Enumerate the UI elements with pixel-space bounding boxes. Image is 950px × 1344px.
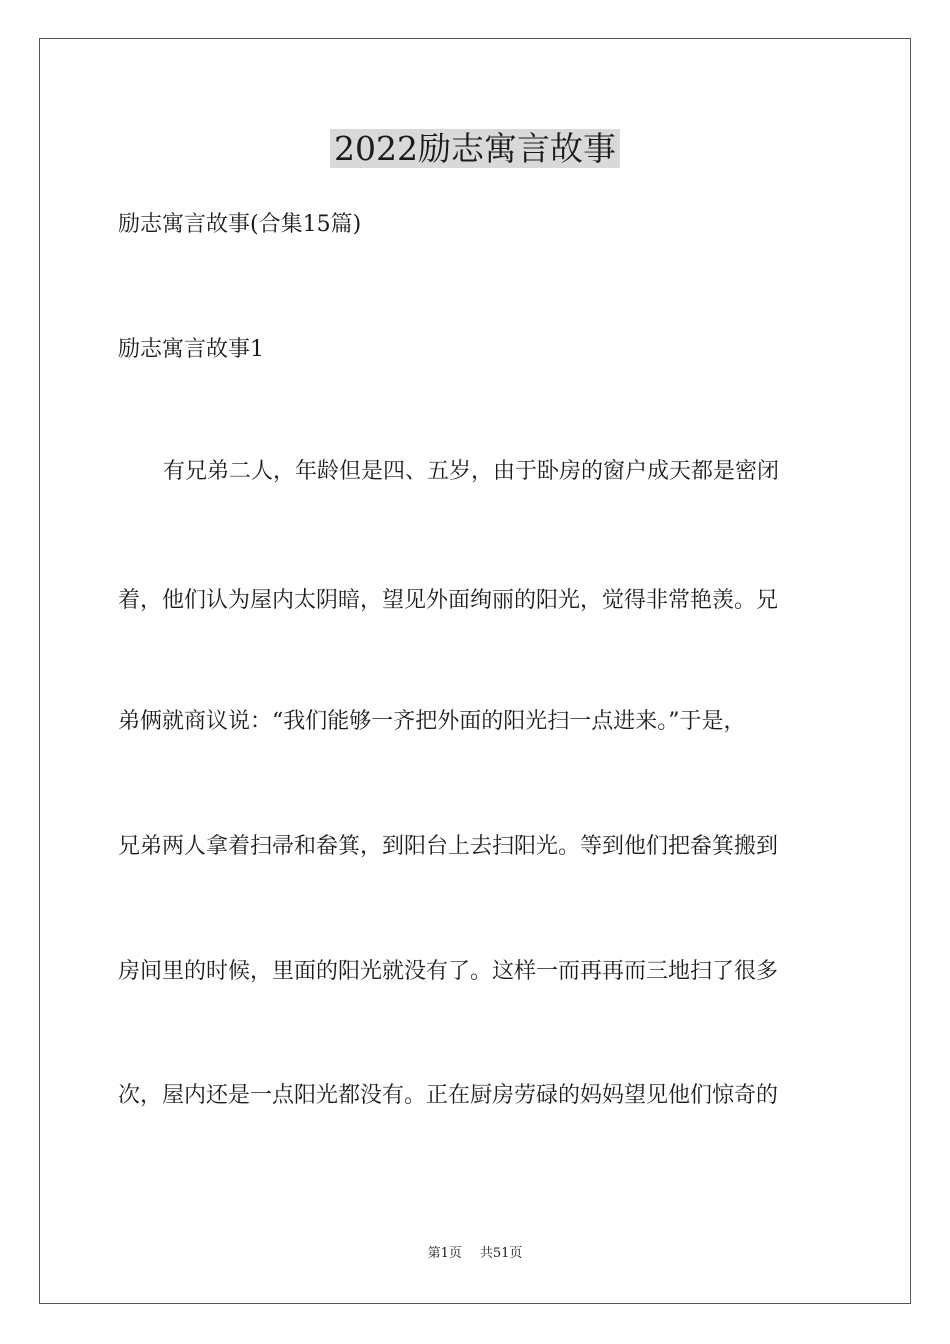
page-number: 第1页 [427,1246,462,1261]
section-heading: 励志寓言故事1 [118,337,264,362]
paragraph-line-5: 房间里的时候，里面的阳光就没有了。这样一而再再而三地扫了很多 [118,959,779,984]
paragraph-line-2: 着，他们认为屋内太阴暗，望见外面绚丽的阳光，觉得非常艳羡。兄 [118,588,779,613]
paragraph-line-4: 兄弟两人拿着扫帚和畚箕，到阳台上去扫阳光。等到他们把畚箕搬到 [118,834,779,859]
paragraph-line-1: 有兄弟二人，年龄但是四、五岁，由于卧房的窗户成天都是密闭 [163,459,780,484]
document-title-text: 2022励志寓言故事 [330,129,620,168]
page-total: 共51页 [479,1246,523,1261]
document-title [0,124,950,174]
page-footer [0,1244,950,1264]
paragraph-line-6: 次，屋内还是一点阳光都没有。正在厨房劳碌的妈妈望见他们惊奇的 [118,1083,779,1108]
document-subtitle: 励志寓言故事(合集15篇) [118,212,362,237]
paragraph-line-3: 弟俩就商议说：“我们能够一齐把外面的阳光扫一点进来。”于是， [118,709,746,734]
